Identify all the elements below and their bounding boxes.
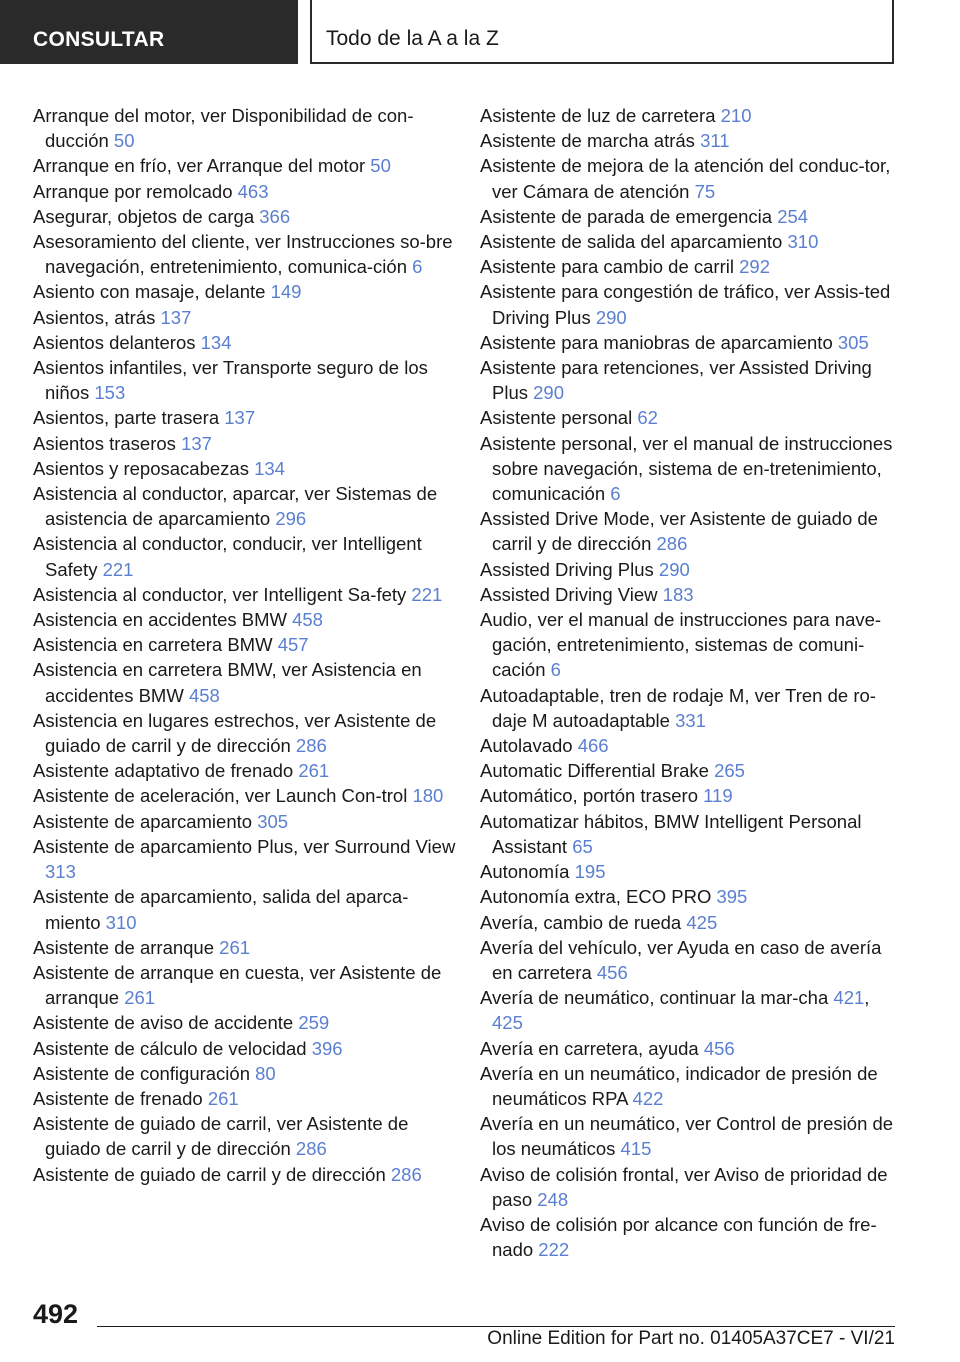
index-term: Autolavado <box>480 735 573 757</box>
index-entry <box>33 1061 458 1086</box>
index-entry <box>480 355 900 405</box>
index-entry <box>33 935 458 960</box>
index-term: Asistencia en lugares estrechos, ver Asistente de guiado de carril y de dirección <box>33 709 437 757</box>
index-term: Asegurar, objetos de carga <box>33 205 255 227</box>
index-entry <box>480 935 900 985</box>
page-reference-link[interactable]: 65 <box>572 835 593 857</box>
index-entry <box>480 279 900 329</box>
index-term: Automático, portón trasero <box>480 785 698 807</box>
index-entry <box>480 783 900 808</box>
index-entry <box>33 1111 458 1161</box>
index-column-left <box>33 103 458 1187</box>
footer-divider <box>97 1326 895 1327</box>
page-reference-link[interactable]: 210 <box>720 105 752 126</box>
page-reference-link[interactable]: 261 <box>298 760 330 782</box>
index-term: Aviso de colisión frontal, ver Aviso de prioridad de paso <box>480 1163 888 1210</box>
index-term: Asesoramiento del cliente, ver Instrucciones so‐bre navegación, entretenimiento, comunica‐ción <box>33 231 453 278</box>
index-entry <box>33 1010 458 1035</box>
index-term: Asistencia en carretera BMW <box>33 634 273 656</box>
page-reference-link[interactable]: 50 <box>370 155 391 177</box>
page-reference-link[interactable]: 366 <box>259 205 291 227</box>
index-term: Asistente de aparcamiento <box>33 810 253 832</box>
index-term: Asientos, atrás <box>33 306 156 328</box>
index-entry <box>33 531 458 581</box>
index-term: Asistente de frenado <box>33 1087 203 1109</box>
index-term: Asistente para maniobras de aparcamiento <box>480 331 833 353</box>
index-entry <box>480 128 900 153</box>
page-reference-link[interactable]: 425 <box>686 911 718 933</box>
chapter-title: Todo de la A a la Z <box>310 0 894 64</box>
index-term: Asistente de aparcamiento Plus, ver Surround View <box>33 835 456 857</box>
page-reference-link[interactable]: 290 <box>658 558 690 580</box>
index-entry <box>33 355 458 405</box>
index-term: Arranque en frío, ver Arranque del motor <box>33 155 366 177</box>
index-entry <box>33 783 458 808</box>
index-entry <box>33 657 458 707</box>
index-entry <box>480 254 900 279</box>
index-entry <box>33 153 458 178</box>
page-reference-link[interactable]: 62 <box>637 407 658 429</box>
index-entry <box>480 405 900 430</box>
index-entry <box>480 683 900 733</box>
index-term: Asistente de arranque en cuesta, ver Asistente de arranque <box>33 961 442 1009</box>
page-reference-link[interactable]: 421 <box>833 987 865 1009</box>
page-reference-link[interactable]: 292 <box>739 256 770 278</box>
index-term: Asientos infantiles, ver Transporte seguro de los niños <box>33 357 428 404</box>
index-entry <box>480 809 900 859</box>
index-term: Audio, ver el manual de instrucciones para nave‐gación, entretenimiento, sistemas de comuni‐cación <box>480 609 882 681</box>
index-entry <box>480 910 900 935</box>
index-term: Automatic Differential Brake <box>480 760 709 782</box>
index-term: Asistencia al conductor, aparcar, ver Sistemas de asistencia de aparcamiento <box>33 483 438 530</box>
index-entry <box>33 632 458 657</box>
index-term: Asientos, parte trasera <box>33 407 220 429</box>
index-entry <box>33 708 458 758</box>
index-entry <box>33 305 458 330</box>
page-reference-link[interactable]: 458 <box>188 684 220 706</box>
page-number: 492 <box>33 1299 79 1329</box>
page-reference-link[interactable]: 396 <box>311 1037 343 1059</box>
index-term: Autoadaptable, tren de rodaje M, ver Tren de ro‐daje M autoadaptable <box>480 684 876 731</box>
page-reference-link[interactable]: 395 <box>716 886 748 908</box>
index-entry <box>33 758 458 783</box>
index-term: Avería del vehículo, ver Ayuda en caso de avería en carretera <box>480 936 882 983</box>
index-entry <box>480 330 900 355</box>
page-reference-link[interactable]: 310 <box>787 231 819 253</box>
index-term: Asistente de parada de emergencia <box>480 205 773 227</box>
index-term: Autonomía extra, ECO PRO <box>480 886 712 908</box>
page-reference-link[interactable]: 119 <box>703 785 733 807</box>
index-term: Asistente para congestión de tráfico, ver Assis‐ted Driving Plus <box>480 281 891 328</box>
index-term: Avería en un neumático, ver Control de presión de los neumáticos <box>480 1113 894 1160</box>
index-term: Asistencia al conductor, ver Intelligent Sa‐fety <box>33 583 407 605</box>
page-reference-link[interactable]: 458 <box>292 609 323 631</box>
index-entry <box>480 1212 900 1262</box>
page-reference-link[interactable]: 311 <box>700 130 730 152</box>
index-entry <box>33 179 458 204</box>
index-entry <box>480 758 900 783</box>
index-term: Asientos y reposacabezas <box>33 457 249 479</box>
page-reference-link[interactable]: 296 <box>275 508 307 530</box>
index-entry <box>480 204 900 229</box>
page-reference-link[interactable]: 6 <box>610 483 621 505</box>
page-reference-link[interactable]: 290 <box>533 382 565 404</box>
page-reference-link[interactable]: 248 <box>537 1188 569 1210</box>
index-entry <box>33 405 458 430</box>
index-entry <box>33 330 458 355</box>
index-term: Asistente de guiado de carril y de dirección <box>33 1163 386 1185</box>
page-reference-link[interactable]: 50 <box>113 130 135 152</box>
page-reference-link[interactable]: 425 <box>492 1012 523 1034</box>
index-term: Asistente personal <box>480 407 633 429</box>
index-term: Aviso de colisión por alcance con función de fre‐nado <box>480 1213 877 1261</box>
index-entry <box>480 1036 900 1061</box>
page-reference-link[interactable]: 259 <box>298 1012 330 1034</box>
index-term: Asistente de aparcamiento, salida del aparca‐miento <box>33 886 409 933</box>
section-tab: CONSULTAR <box>0 0 298 64</box>
index-term: Asiento con masaje, delante <box>33 281 266 303</box>
index-entry <box>33 834 458 884</box>
page-reference-link[interactable]: 261 <box>207 1087 239 1109</box>
index-entry <box>480 884 900 909</box>
index-term: Assisted Driving View <box>480 583 658 605</box>
index-term: Asistente de marcha atrás <box>480 130 695 152</box>
index-entry <box>33 431 458 456</box>
page-reference-link[interactable]: 75 <box>694 180 716 202</box>
index-entry <box>33 279 458 304</box>
page-reference-link[interactable]: 6 <box>412 256 423 278</box>
page-reference-link[interactable]: 221 <box>411 583 443 605</box>
page-reference-link[interactable]: 180 <box>412 785 444 807</box>
page-reference-link[interactable]: 221 <box>102 558 134 580</box>
index-entry <box>480 1111 900 1161</box>
index-entry <box>480 431 900 507</box>
page-reference-link[interactable]: 466 <box>577 735 609 757</box>
index-term: Asistente personal, ver el manual de instrucciones sobre navegación, sistema de en‐tretenimiento, comunicación <box>480 432 893 505</box>
index-term: Asistente de salida del aparcamiento <box>480 231 783 253</box>
page-header <box>0 0 960 66</box>
page-reference-link[interactable]: 254 <box>777 205 809 227</box>
index-entry: Avería de neumático, continuar la mar‐cha 421, 425 <box>480 987 870 1034</box>
index-term: Autonomía <box>480 861 570 883</box>
index-entry <box>33 607 458 632</box>
index-entry <box>33 884 458 934</box>
page-reference-link[interactable]: 456 <box>703 1037 735 1059</box>
page-reference-link[interactable]: 310 <box>105 911 137 933</box>
page-reference-link[interactable]: 286 <box>295 735 327 757</box>
index-entry <box>33 204 458 229</box>
index-term: Avería, cambio de rueda <box>480 911 682 933</box>
index-term: Arranque del motor, ver Disponibilidad de con‐ducción <box>33 105 414 152</box>
index-entry <box>33 103 458 153</box>
index-entry <box>480 1162 900 1212</box>
index-term: Avería de neumático, continuar la mar‐cha <box>480 987 829 1009</box>
index-entry <box>480 103 900 128</box>
page-reference-link[interactable]: 305 <box>257 810 289 832</box>
page-reference-link[interactable]: 305 <box>837 331 869 353</box>
page-reference-link[interactable]: 195 <box>574 861 606 883</box>
index-entry <box>33 1086 458 1111</box>
index-term: Assisted Driving Plus <box>480 558 654 580</box>
page-reference-link[interactable]: 222 <box>538 1239 570 1261</box>
index-entry <box>480 582 900 607</box>
index-entry <box>33 1162 458 1187</box>
page-reference-link[interactable]: 313 <box>45 861 76 883</box>
index-term: Asistente de mejora de la atención del conduc‐tor, ver Cámara de atención <box>480 155 891 202</box>
index-term: Automatizar hábitos, BMW Intelligent Personal Assistant <box>480 810 862 857</box>
index-entry <box>33 229 458 279</box>
page-reference-link[interactable]: 134 <box>254 457 285 479</box>
index-term: Asistencia en accidentes BMW <box>33 609 287 631</box>
page-reference-link[interactable]: 6 <box>550 659 561 681</box>
index-term: Asistente para cambio de carril <box>480 256 734 278</box>
index-term: Asientos delanteros <box>33 331 196 353</box>
index-term: Asistencia en carretera BMW, ver Asistencia en accidentes BMW <box>33 659 422 706</box>
page-reference-link[interactable]: 261 <box>219 936 251 958</box>
index-entry <box>33 582 458 607</box>
index-term: Asistente de configuración <box>33 1062 250 1084</box>
index-entry <box>33 960 458 1010</box>
index-entry <box>33 481 458 531</box>
page-reference-link[interactable]: 137 <box>181 432 212 454</box>
index-entry <box>480 229 900 254</box>
page-reference-link[interactable]: 286 <box>656 533 688 555</box>
page-reference-link[interactable]: 265 <box>714 760 745 782</box>
page-reference-link[interactable]: 183 <box>662 583 694 605</box>
index-term: Asistente de cálculo de velocidad <box>33 1037 307 1059</box>
index-entry <box>480 153 900 203</box>
page-reference-link[interactable]: 456 <box>596 961 628 983</box>
index-term: Arranque por remolcado <box>33 180 233 202</box>
page-reference-link[interactable]: 463 <box>237 180 269 202</box>
index-entry <box>480 1061 900 1111</box>
index-entry <box>480 557 900 582</box>
index-term: Avería en carretera, ayuda <box>480 1037 699 1059</box>
page-reference-link[interactable]: 286 <box>390 1163 422 1185</box>
index-entry <box>480 506 900 556</box>
page-reference-link[interactable]: 137 <box>160 306 192 328</box>
index-entry <box>33 809 458 834</box>
index-term: Asientos traseros <box>33 432 176 454</box>
index-term: Asistente de guiado de carril, ver Asistente de guiado de carril y de dirección <box>33 1113 409 1160</box>
index-entry <box>33 456 458 481</box>
page-reference-link[interactable]: 134 <box>200 331 232 353</box>
index-entry <box>480 607 900 683</box>
index-term: Assisted Drive Mode, ver Asistente de guiado de carril y de dirección <box>480 508 878 555</box>
page-reference-link[interactable]: 331 <box>675 709 706 731</box>
page-reference-link[interactable]: 457 <box>277 634 309 656</box>
footer-edition: Online Edition for Part no. 01405A37CE7 - VI/21 <box>487 1328 895 1349</box>
page-reference-link[interactable]: 261 <box>124 987 156 1009</box>
page-reference-link[interactable]: 149 <box>270 281 302 303</box>
page-reference-link[interactable]: 422 <box>632 1087 664 1109</box>
page-reference-link[interactable]: 137 <box>224 407 256 429</box>
index-column-right <box>480 103 900 1262</box>
index-entry <box>480 733 900 758</box>
index-term: Asistencia al conductor, conducir, ver Intelligent Safety <box>33 533 422 580</box>
page-reference-link[interactable]: 286 <box>295 1138 327 1160</box>
index-term: Asistente de luz de carretera <box>480 105 716 126</box>
index-term: Asistente de aceleración, ver Launch Con‐trol <box>33 785 408 807</box>
index-term: Avería en un neumático, indicador de presión de neumáticos RPA <box>480 1062 878 1109</box>
page-reference-link[interactable]: 415 <box>620 1138 652 1160</box>
index-term: Asistente de arranque <box>33 936 215 958</box>
page-reference-link[interactable]: 290 <box>595 306 627 328</box>
index-entry <box>480 859 900 884</box>
page-reference-link[interactable]: 80 <box>255 1062 276 1084</box>
index-entry <box>33 1036 458 1061</box>
index-term: Asistente para retenciones, ver Assisted Driving Plus <box>480 357 872 404</box>
page-reference-link[interactable]: 153 <box>94 382 126 404</box>
index-term: Asistente adaptativo de frenado <box>33 760 294 782</box>
index-term: Asistente de aviso de accidente <box>33 1012 294 1034</box>
